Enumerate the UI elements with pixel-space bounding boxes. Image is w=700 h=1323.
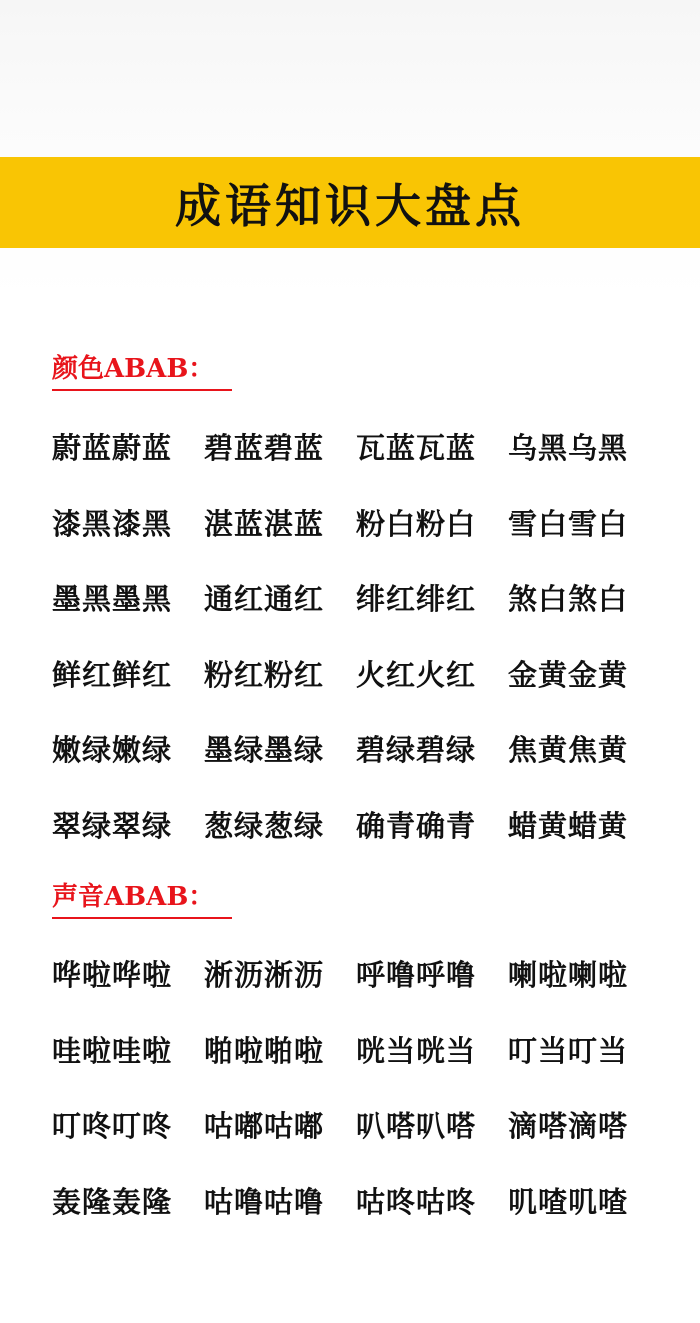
page-title: 成语知识大盘点: [175, 178, 525, 233]
idiom-item: 确青确青: [356, 808, 477, 843]
idiom-item: 呼噜呼噜: [356, 958, 477, 992]
idiom-item: 碧绿碧绿: [356, 733, 477, 767]
idiom-item: 滴嗒滴嗒: [508, 1109, 629, 1143]
idiom-item: 啪啦啪啦: [204, 1033, 325, 1068]
idiom-item: 叮咚叮咚: [52, 1109, 173, 1143]
idiom-item: 墨绿墨绿: [204, 733, 325, 767]
idiom-item: 金黄金黄: [508, 657, 629, 692]
idiom-item: 淅沥淅沥: [204, 958, 325, 992]
idiom-item: 粉红粉红: [204, 657, 325, 692]
idiom-item: 叽喳叽喳: [508, 1184, 629, 1219]
idiom-grid-sounds: [52, 955, 662, 1257]
idiom-item: 雪白雪白: [508, 506, 629, 541]
section-heading-sounds: 声音ABAB：: [52, 880, 232, 919]
section-sounds: [52, 880, 652, 1219]
idiom-item: 通红通红: [204, 582, 325, 616]
idiom-item: 葱绿葱绿: [204, 808, 325, 843]
idiom-item: 火红火红: [356, 657, 477, 692]
section-heading-colors: 颜色ABAB：: [52, 352, 232, 391]
idiom-item: 哇啦哇啦: [52, 1033, 173, 1068]
idiom-item: 咕噜咕噜: [204, 1184, 325, 1219]
idiom-item: 哗啦哗啦: [52, 958, 173, 992]
idiom-item: 轰隆轰隆: [52, 1184, 173, 1219]
idiom-item: 嫩绿嫩绿: [52, 733, 173, 767]
idiom-item: 喇啦喇啦: [508, 958, 629, 992]
idiom-item: 湛蓝湛蓝: [204, 506, 325, 541]
idiom-item: 叭嗒叭嗒: [356, 1109, 477, 1143]
idiom-item: 墨黑墨黑: [52, 582, 173, 616]
idiom-item: 咣当咣当: [356, 1033, 477, 1068]
idiom-item: 鲜红鲜红: [52, 657, 173, 692]
idiom-item: 绯红绯红: [356, 582, 477, 616]
idiom-item: 瓦蓝瓦蓝: [356, 431, 477, 465]
idiom-item: 叮当叮当: [508, 1033, 629, 1068]
idiom-item: 蜡黄蜡黄: [508, 808, 629, 843]
idiom-item: 漆黑漆黑: [52, 506, 173, 541]
title-banner: [0, 157, 700, 248]
idiom-item: 乌黑乌黑: [508, 431, 629, 465]
section-colors: [52, 352, 652, 843]
idiom-item: 蔚蓝蔚蓝: [52, 431, 173, 465]
idiom-item: 咕嘟咕嘟: [204, 1109, 325, 1143]
idiom-item: 咕咚咕咚: [356, 1184, 477, 1219]
idiom-item: 粉白粉白: [356, 506, 477, 541]
idiom-item: 碧蓝碧蓝: [204, 431, 325, 465]
idiom-item: 翠绿翠绿: [52, 808, 173, 843]
idiom-item: 焦黄焦黄: [508, 733, 629, 767]
idiom-item: 煞白煞白: [508, 582, 629, 616]
idiom-grid-colors: [52, 428, 662, 881]
